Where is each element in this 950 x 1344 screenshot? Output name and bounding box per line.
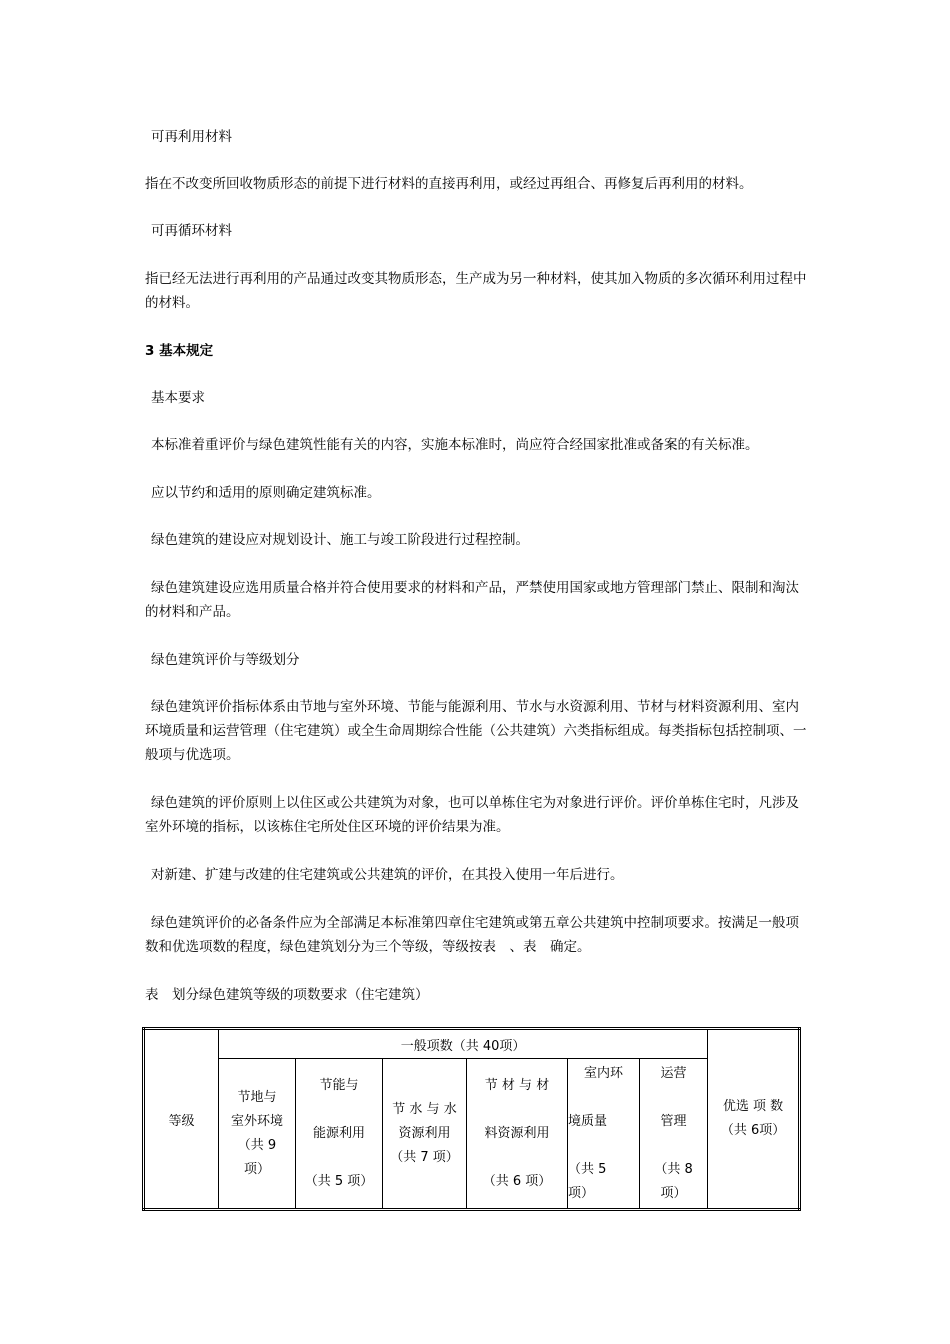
term-reusable-material: 可再利用材料 (151, 129, 232, 145)
clause-paragraph: 绿色建筑的建设应对规划设计、施工与竣工阶段进行过程控制。 (151, 532, 529, 548)
category-water-cell: 节 水 与 水 资源利用 （共 7 项） (383, 1059, 467, 1210)
grade-requirements-table (142, 1027, 801, 1211)
section-heading-basic-requirements: 基本要求 (151, 390, 205, 406)
clause-paragraph: 绿色建筑的评价原则上以住区或公共建筑为对象，也可以单栋住宅为对象进行评价。评价单栋住宅时，凡涉及室外环境的指标，以该栋住宅所处住区环境的评价结果为准。 (145, 795, 799, 835)
term-recyclable-material: 可再循环材料 (151, 223, 232, 239)
clause-paragraph: 绿色建筑评价指标体系由节地与室外环境、节能与能源利用、节水与水资源利用、节材与材料资源利用、室内环境质量和运营管理（住宅建筑）或全生命周期综合性能（公共建筑）六类指标组成。每类指标包括控制项、一般项与优选项。 (145, 699, 807, 763)
table-caption: 表 划分绿色建筑等级的项数要求（住宅建筑） (145, 987, 429, 1003)
clause-paragraph: 对新建、扩建与改建的住宅建筑或公共建筑的评价，在其投入使用一年后进行。 (151, 867, 624, 883)
category-site-outdoor-cell: 节地与 室外环境 （共 9 项） (219, 1059, 296, 1210)
preferred-items-header-cell: 优选 项 数（共 6项） (708, 1029, 800, 1210)
grade-header-cell: 等级 (144, 1029, 219, 1210)
category-energy-cell: 节能与 能源利用 （共 5 项） (296, 1059, 383, 1210)
section-heading-evaluation: 绿色建筑评价与等级划分 (151, 652, 300, 668)
chapter-heading: 3 基本规定 (145, 343, 214, 359)
clause-paragraph: 应以节约和适用的原则确定建筑标准。 (151, 485, 381, 501)
category-indoor-quality-cell: 室内环 境质量 （共 5 项） (568, 1059, 640, 1210)
definition-reusable-material: 指在不改变所回收物质形态的前提下进行材料的直接再利用，或经过再组合、再修复后再利用的材料。 (145, 176, 753, 192)
clause-paragraph: 绿色建筑建设应选用质量合格并符合使用要求的材料和产品，严禁使用国家或地方管理部门禁止、限制和淘汰的材料和产品。 (145, 580, 799, 620)
clause-paragraph: 绿色建筑评价的必备条件应为全部满足本标准第四章住宅建筑或第五章公共建筑中控制项要求。按满足一般项数和优选项数的程度，绿色建筑划分为三个等级，等级按表 、表 确定。 (145, 915, 799, 955)
clause-paragraph: 本标准着重评价与绿色建筑性能有关的内容，实施本标准时，尚应符合经国家批准或备案的有关标准。 (151, 437, 759, 453)
definition-recyclable-material: 指已经无法进行再利用的产品通过改变其物质形态，生产成为另一种材料，使其加入物质的多次循环利用过程中的材料。 (145, 271, 807, 311)
category-operation-cell: 运营 管理 （共 8 项） (640, 1059, 708, 1210)
category-material-cell: 节 材 与 材 料资源利用 （共 6 项） (467, 1059, 568, 1210)
general-items-header-cell: 一般项数（共 40项） (219, 1029, 708, 1059)
